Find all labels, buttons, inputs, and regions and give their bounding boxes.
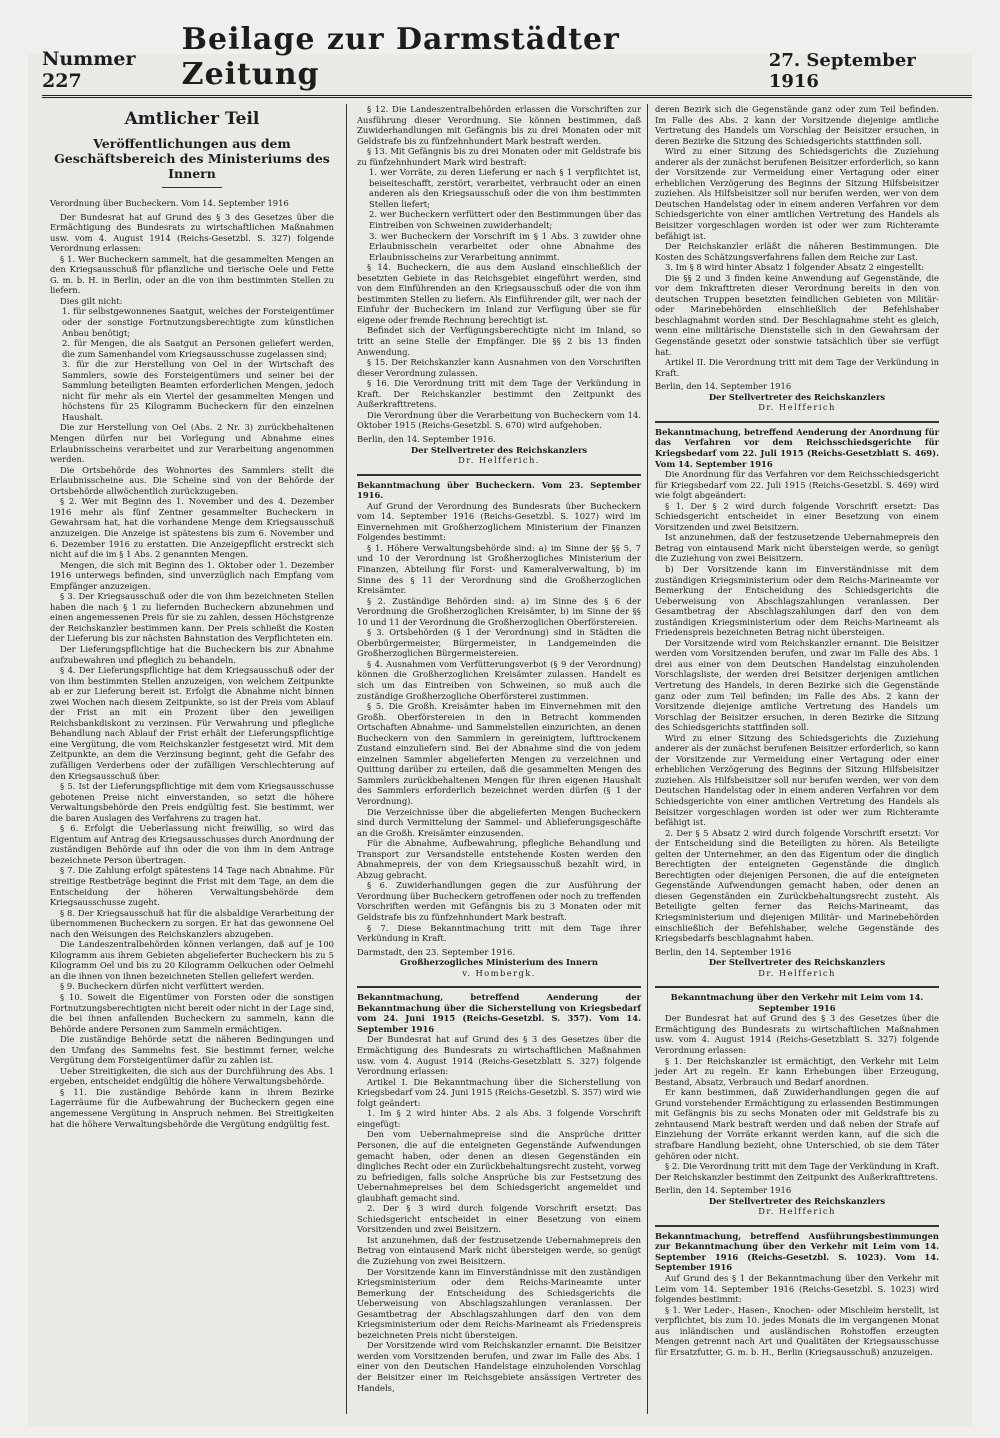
paragraph: § 11. Die zuständige Behörde kann in ihrem Bezirke Lagerräume für die Aufbewahrung der Bucheckern gegen eine angemessene Vergütung in Anspruch nehmen. Bei Streitigkeiten hat die höhere Verwaltungsbehörde die Vergütung endgültig fest. <box>50 1086 334 1129</box>
paragraph: § 4. Ausnahmen vom Verfütterungsverbot (§ 9 der Verordnung) können die Großherzoglichen Kreisämter zulassen. Handelt es sich um das Eintreiben von Schweinen, so muß auch die zuständige Großherzogliche Oberförsterei zustimmen. <box>357 658 641 701</box>
paragraph: Mengen, die sich mit Beginn des 1. Oktober oder 1. Dezember 1916 unterwegs befinden, sind unverzüglich nach Empfang vom Empfänger anzuzeigen. <box>50 559 334 591</box>
paragraph: Der Vorsitzende wird vom Reichskanzler ernannt. Die Beisitzer werden vom Vorsitzenden berufen, und zwar im Falle des Abs. 1 drei aus einer von dem Deutschen Handelstag einzuholenden Vorschlagsliste, der werden drei Beisitzer derjenigen amtlichen Vertretung des Handels, in deren Bezirke sich die Gegenstände ganz oder zum Teil befinden; im Falle des Abs. 2 kann der Vorsitzende diejenige amtliche Vertretung des Handels um Vorschlag der Beisitzer ersuchen, in deren Bezirke die Sitzung des Schiedsgerichts stattfinden soll. <box>655 637 939 733</box>
paragraph: Die zur Herstellung von Oel (Abs. 2 Nr. 3) zurückbehaltenen Mengen dürfen nur bei Vorlegung und Abnahme eines Erlaubnisscheins verarbeitet und zur Verarbeitung angenommen werden. <box>50 422 334 465</box>
signatory-title: Der Stellvertreter des Reichskanzlers <box>708 1195 886 1206</box>
paragraph: § 6. Zuwiderhandlungen gegen die zur Ausführung der Verordnung über Bucheckern getroffenen oder noch zu treffenden Vorschriften werden mit Gefängnis bis zu 3 Monaten oder mit Geldstrafe bis zu fünfzehnhundert Mark bestraft. <box>357 880 641 923</box>
column-2 <box>357 104 641 1393</box>
list-item: 3. für die zur Herstellung von Oel in der Wirtschaft des Sammlers, sowie des Forsteigentümers und seiner bei der Sammlung beteiligten Beamten erforderlichen Mengen, jedoch nicht für mehr als ein Viertel der gesammelten Mengen und höchstens für 25 Kilogramm Bucheckern für den einzelnen Haushalt. <box>62 359 334 422</box>
paragraph: Den vom Uebernahmepreise sind die Ansprüche dritter Personen, die auf die enteigneten Gegenstände Aufwendungen gemacht haben, oder denen an diesen Gegenständen ein dingliches Recht oder ein Zurückbehaltungsrecht zusteht, vorweg zu befriedigen, falls solche Ansprüche bis zur Festsetzung des Uebernahmepreises bei dem Schiedsgericht angemeldet und glaubhaft gemacht sind. <box>357 1129 641 1203</box>
paragraph: § 7. Die Zahlung erfolgt spätestens 14 Tage nach Abnahme. Für streitige Restbeträge beginnt die Frist mit dem Tage, an dem die Entscheidung der höheren Verwaltungsbehörde dem Kriegsausschusse zugeht. <box>50 865 334 908</box>
list-item: 2. für Mengen, die als Saatgut an Personen geliefert werden, die zum Samenhandel vom Kriegsausschusse zugelassen sind; <box>62 338 334 359</box>
paragraph: 1. Im § 2 wird hinter Abs. 2 als Abs. 3 folgende Vorschrift eingefügt: <box>357 1108 641 1129</box>
paragraph: § 1. Wer Leder-, Hasen-, Knochen- oder Mischleim herstellt, ist verpflichtet, bis zum 10. jedes Monats die im vergangenen Monat aus inländischen und ausländischen Rohstoffen erzeugten Mengen getrennt nach Art und Qualitäten der Kriegsausschusse für Ersatzfutter, G. m. b. H., Berlin (Kriegsausschuß) anzuzeigen. <box>655 1304 939 1357</box>
masthead <box>42 22 972 92</box>
paragraph: Auf Grund des § 1 der Bekanntmachung über den Verkehr mit Leim vom 14. September 1916 (Reichs-Gesetzbl. S. 1023) wird folgendes bestimmt: <box>655 1272 939 1305</box>
paragraph: § 12. Die Landeszentralbehörden erlassen die Vorschriften zur Ausführung dieser Verordnung. Sie können bestimmen, daß Zuwiderhandlungen mit Gefängnis bis zu drei Monaten oder mit Geldstrafe bis zu fünfzehnhundert Mark bestraft werden. <box>357 104 641 146</box>
paragraph: § 7. Diese Bekanntmachung tritt mit dem Tage ihrer Verkündung in Kraft. <box>357 922 641 944</box>
paragraph: § 6. Erfolgt die Ueberlassung nicht freiwillig, so wird das Eigentum auf Antrag des Kriegsausschusses durch Anordnung der zuständigen Behörde auf ihn oder die von ihm in dem Antrage bezeichnete Person übertragen. <box>50 823 334 865</box>
list-item: 1. für selbstgewonnenes Saatgut, welches der Forsteigentümer oder der sonstige Fortnutzungsberechtigte zum künstlichen Anbau benötigt; <box>62 306 334 338</box>
divider <box>162 187 222 188</box>
paragraph: 3. Im § 8 wird hinter Absatz 1 folgender Absatz 2 eingestellt: <box>665 262 925 273</box>
paragraph: 2. Der § 3 wird durch folgende Vorschrift ersetzt: Das Schiedsgericht entscheidet in einer Besetzung von einem Vorsitzenden und zwei Beisitzern. <box>357 1203 641 1235</box>
column-divider <box>346 104 347 1414</box>
notice-title: Bekanntmachung über Bucheckern. Vom 23. September 1916. <box>357 479 641 501</box>
paragraph: Die Ortsbehörde des Wohnortes des Sammlers stellt die Erlaubnisscheine aus. Die Scheine sind von der Behörde der Ortsbehörde allwöchentlich zurückzugeben. <box>50 464 334 496</box>
paragraph: Artikel II. Die Verordnung tritt mit dem Tage der Verkündung in Kraft. <box>655 357 939 378</box>
place-date: Darmstadt, den 23. September 1916. <box>357 946 515 957</box>
paragraph: Der Bundesrat hat auf Grund des § 3 des Gesetzes über die Ermächtigung des Bundesrats zu wirtschaftlichen Maßnahmen usw. vom 4. August 1914 (Reichs-Gesetzblatt S. 327) folgende Verordnung erlassen: <box>357 1034 641 1077</box>
paragraph: 2. Der § 5 Absatz 2 wird durch folgende Vorschrift ersetzt: Vor der Entscheidung sind die Beteiligten zu hören. Als Beteiligte gelten der Unternehmer, an den das Eigentum oder die dinglich Berechtigten der enteigneten Gegenstände die dinglich Berechtigten oder diejenigen Personen, die auf die enteigneten Gegenstände Aufwendungen gemacht haben, oder denen an diesen Gegenständen ein Zurückbehaltungsrecht zusteht. Als Beteiligte gelten ferner das Reichs-Marineamt, das Kriegsministerium und diejenigen Militär- und Marinebehörden einschließlich der Befehlshaber, welche Gegenstände des Kriegsbedarfs beschlagnahmt haben. <box>655 827 939 944</box>
paragraph: § 8. Der Kriegsausschuß hat für die alsbaldige Verarbeitung der übernommenen Bucheckern zu sorgen. Er hat das gewonnene Oel nach den Weisungen des Reichskanzlers abzugeben. <box>50 907 334 939</box>
divider <box>357 986 641 988</box>
paragraph: Der Reichskanzler erläßt die näheren Bestimmungen. Die Kosten des Schätzungsverfahrens fallen dem Reiche zur Last. <box>655 241 939 262</box>
paragraph: § 1. Der Reichskanzler ist ermächtigt, den Verkehr mit Leim jeder Art zu regeln. Er kann Erhebungen über Erzeugung, Bestand, Absatz, Verbrauch und Bedarf anordnen. <box>655 1055 939 1087</box>
place-date: Berlin, den 14. September 1916 <box>655 1185 792 1196</box>
masthead-rule <box>42 95 972 98</box>
signatory-title: Der Stellvertreter des Reichskanzlers <box>708 391 886 402</box>
paragraph: Die Verzeichnisse über die abgelieferten Mengen Bucheckern sind durch Vermittelung der Sammel- und Ablieferungsgeschäfte an die Großh. Kreisämter einzusenden. <box>357 806 641 838</box>
paragraph: Ist anzunehmen, daß der festzusetzende Uebernahmepreis den Betrag von eintausend Mark nicht übersteigen werde, so genügt die Zuziehung von zwei Beisitzern. <box>357 1234 641 1266</box>
paragraph: § 2. Wer mit Beginn des 1. November und des 4. Dezember 1916 mehr als fünf Zentner gesammelter Bucheckern in Gewahrsam hat, hat die vorhandene Menge dem Kriegsausschuß anzuzeigen. Die Anzeige ist spätestens bis zum 6. November und 6. Dezember 1916 zu erstatten. Die Anzeigepflicht erstreckt sich nicht auf die im § 1 Abs. 2 genannten Mengen. <box>50 496 334 560</box>
paragraph: Die zuständige Behörde setzt die näheren Bedingungen und den Umfang des Sammelns fest. Sie bestimmt ferner, welche Vergütung dem Forsteigentümer dafür zu zahlen ist. <box>50 1034 334 1066</box>
paragraph: Der Bundesrat hat auf Grund des § 3 des Gesetzes über die Ermächtigung des Bundesrats zu wirtschaftlichen Maßnahmen usw. vom 4. August 1914 (Reichs-Gesetzbl. S. 327) folgende Verordnung erlassen: <box>50 211 334 254</box>
paragraph: § 16. Die Verordnung tritt mit dem Tage der Verkündung in Kraft. Der Reichskanzler bestimmt den Zeitpunkt des Außerkrafttretens. <box>357 378 641 410</box>
paragraph: § 1. Der § 2 wird durch folgende Vorschrift ersetzt: Das Schiedsgericht entscheidet in einer Besetzung von einem Vorsitzenden und zwei Beisitzern. <box>655 500 939 532</box>
paragraph: § 2. Die Verordnung tritt mit dem Tage der Verkündung in Kraft. Der Reichskanzler bestimmt den Zeitpunkt des Außerkrafttretens. <box>655 1161 939 1182</box>
paragraph: § 13. Mit Gefängnis bis zu drei Monaten oder mit Geldstrafe bis zu fünfzehnhundert Mark wird bestraft: <box>357 146 641 167</box>
paragraph: § 9. Bucheckern dürfen nicht verfüttert werden. <box>60 981 265 992</box>
paragraph: b) Der Vorsitzende kann im Einverständnisse mit dem zuständigen Kriegsministerium oder dem Reichs-Marineamte vor Bemerkung der Entscheidung des Schiedsgerichts die Ueberweisung von Abschlagszahlungen veranlassen. Der Gesamtbetrag der Abschlagszahlungen darf den von dem zuständigen Kriegsministerium oder dem Reichs-Marineamt als Friedenspreis bezeichneten Betrag nicht übersteigen. <box>655 563 939 638</box>
notice-title: Bekanntmachung, betreffend Aenderung der Bekanntmachung über die Sicherstellung von Kriegsbedarf vom 24. Juni 1915 (Reichs-Gesetzbl. S. 357). Vom 14. September 1916 <box>357 992 641 1034</box>
paragraph: Die Verordnung über die Verarbeitung von Bucheckern vom 14. Oktober 1915 (Reichs-Gesetzbl. S. 670) wird aufgehoben. <box>357 409 641 431</box>
paragraph: deren Bezirk sich die Gegenstände ganz oder zum Teil befinden. Im Falle des Abs. 2 kann der Vorsitzende diejenige amtliche Vertretung des Handels um Vorschlag der Beisitzer ersuchen, in deren Bezirke die Sitzung des Schiedsgerichts stattfinden soll. <box>655 104 939 146</box>
paragraph: § 10. Soweit die Eigentümer von Forsten oder die sonstigen Fortnutzungsberechtigten nicht bereit oder nicht in der Lage sind, die bei ihnen anfallenden Bucheckern zu sammeln, kann die Behörde andere Personen zum Sammeln ermächtigen. <box>50 992 334 1034</box>
column-1 <box>50 104 334 1129</box>
paragraph: § 2. Zuständige Behörden sind: a) im Sinne des § 6 der Verordnung die Großherzoglichen Kreisämter, b) im Sinne der §§ 10 und 11 der Verordnung die Großherzoglichen Oberförstereien. <box>357 595 641 627</box>
paragraph: Der Vorsitzende kann im Einverständnisse mit den zuständigen Kriegsministerium oder dem Reichs-Marineamte unter Bemerkung der Entscheidung des Schiedsgerichts die Ueberweisung von Abschlagszahlungen veranlassen. Der Gesamtbetrag der Abschlagszahlungen darf den von dem Kriegsministerium oder dem Reichs-Marineamt als Friedenspreis bezeichneten Preis nicht übersteigen. <box>357 1266 641 1340</box>
paragraph: Wird zu einer Sitzung des Schiedsgerichts die Zuziehung anderer als der zunächst berufenen Beisitzer erforderlich, so kann der Vorsitzende zur Vermeidung einer Vertagung oder einer erheblichen Verzögerung des Beginns der Sitzung Hilfsbeisitzer zuziehen. Als Hilfsbeisitzer soll nur berufen werden, wer von dem Deutschen Handelstag oder in einem anderen Verfahren vor dem Schiedsgerichte von einer amtlichen Vertretung des Handels als Beisitzer vorgeschlagen worden ist oder wer zum Richteramte befähigt ist. <box>655 146 939 241</box>
divider <box>357 474 641 476</box>
paragraph: Wird zu einer Sitzung des Schiedsgerichts die Zuziehung anderer als der zunächst berufenen Beisitzer erforderlich, so kann der Vorsitzende zur Vermeidung einer Vertagung oder einer erheblichen Verzögerung des Beginns der Sitzung Hilfsbeisitzer zuziehen. Als Hilfsbeisitzer soll nur berufen werden, wer von dem Deutschen Handelstag oder in einem anderen Verfahren vor dem Schiedsgerichte von einer amtlichen Vertretung des Handels als Beisitzer vorgeschlagen worden ist oder wer zum Richteramte befähigt ist. <box>655 732 939 828</box>
paragraph: § 4. Der Lieferungspflichtige hat dem Kriegsausschuß oder der von ihm bestimmten Stellen anzuzeigen, von welchem Zeitpunkte ab er zur Lieferung bereit ist. Erfolgt die Abnahme nicht binnen zwei Wochen nach diesem Zeitpunkte, so ist der Preis vom Ablauf der Frist an mit ein Prozent über den jeweiligen Reichsbankdiskont zu verzinsen. Für Verwahrung und pflegliche Behandlung nach Ablauf der Frist erhält der Lieferungspflichtige eine Vergütung, die vom Reichskanzler festgesetzt wird. Mit dem Zeitpunkte, an dem die Verzinsung beginnt, geht die Gefahr des zufälligen Verderbens oder der zufälligen Verschlechterung auf den Kriegsausschuß über. <box>50 665 334 781</box>
paragraph: Befindet sich der Verfügungsberechtigte nicht im Inland, so tritt an seine Stelle der Empfänger. Die §§ 2 bis 13 finden Anwendung. <box>357 325 641 357</box>
signatory-title: Der Stellvertreter des Reichskanzlers <box>708 957 886 968</box>
paragraph: § 5. Die Großh. Kreisämter haben im Einvernehmen mit den Großh. Oberförstereien in den in Betracht kommenden Ortschaften Abnahme- und Sammelstellen einzurichten, an denen Bucheckern von den Sammlern in gereinigtem, lufttrockenem Zustand einzuliefern sind. Bei der Abnahme sind die von jedem einzelnen Sammler abgelieferten Mengen zu verzeichnen und Quittung darüber zu erteilen, daß die gesammelten Mengen des Sammlers zurückbehaltenen Mengen für ihren eigenen Haushalt des Sammlers erforderlich bezeichnet werden dürfen (§ 1 der Verordnung). <box>357 701 641 806</box>
section-subheading: Veröffentlichungen aus dem Geschäftsbereich des Ministeriums des Innern <box>54 136 330 181</box>
paragraph: Der Lieferungspflichtige hat die Bucheckern bis zur Abnahme aufzubewahren und pfleglich zu behandeln. <box>50 643 334 665</box>
newspaper-title: Beilage zur Darmstädter Zeitung <box>181 22 620 92</box>
paragraph: Auf Grund der Verordnung des Bundesrats über Bucheckern vom 14. September 1916 (Reichs-Gesetzbl. S. 1027) wird im Einvernehmen mit Großherzoglichem Ministerium der Finanzen Folgendes bestimmt: <box>357 500 641 543</box>
paragraph: § 5. Ist der Lieferungspflichtige mit dem vom Kriegsausschusse gebotenen Preise nicht einverstanden, so setzt die höhere Verwaltungsbehörde den Preis endgültig fest. Sie bestimmt, wer die baren Auslagen des Verfahrens zu tragen hat. <box>50 781 334 823</box>
divider <box>655 1225 939 1227</box>
list-item: 1. wer Vorräte, zu deren Lieferung er nach § 1 verpflichtet ist, beiseiteschafft, zerstört, verarbeitet, verbraucht oder an einen anderen als den Kriegsausschuß oder die von ihm bestimmten Stellen liefert; <box>369 167 641 209</box>
paragraph: § 15. Der Reichskanzler kann Ausnahmen von den Vorschriften dieser Verordnung zulassen. <box>357 357 641 378</box>
divider <box>655 986 939 988</box>
paragraph: § 3. Der Kriegsausschuß oder die von ihm bezeichneten Stellen haben die nach § 1 zu liefernden Bucheckern abzunehmen und einen angemessenen Preis für sie zu zahlen, dessen Höchstgrenze der Reichskanzler bestimmen kann. Der Preis schließt die Kosten der Lieferung bis zur nächsten Bahnstation des Verpflichteten ein. <box>50 591 334 644</box>
signatory-title: Der Stellvertreter des Reichskanzlers <box>410 444 588 455</box>
paragraph: Dies gilt nicht: <box>60 295 123 306</box>
paragraph: Für die Abnahme, Aufbewahrung, pflegliche Behandlung und Transport zur Versandstelle entstehende Kosten werden den Abnahmepreis, der von dem Kriegsausschuß bezahlt wird, in Abzug gebracht. <box>357 838 641 880</box>
issue-number: Nummer 227 <box>42 48 136 92</box>
signatory-name: v. Hombergk. <box>462 967 536 978</box>
signatory-title: Großherzogliches Ministerium des Innern <box>400 957 598 968</box>
paragraph: § 14. Bucheckern, die aus dem Ausland einschließlich der besetzten Gebiete in das Reichsgebiet eingeführt werden, sind von dem Einführenden an den Kriegsausschuß oder die von ihm bestimmten Stellen zu liefern. Als Einführender gilt, wer nach der Einfuhr der Bucheckern im Inland zur Verfügung über sie für eigene oder fremde Rechnung berechtigt ist. <box>357 262 641 325</box>
paragraph: Die Anordnung für das Verfahren vor dem Reichsschiedsgericht für Kriegsbedarf vom 22. Juli 1915 (Reichs-Gesetzbl. S. 469) wird wie folgt abgeändert: <box>655 469 939 501</box>
signatory-name: Dr. Helfferich. <box>458 455 540 466</box>
notice-title: Bekanntmachung über den Verkehr mit Leim vom 14. September 1916 <box>670 992 924 1013</box>
paragraph: Die Landeszentralbehörden können verlangen, daß auf je 100 Kilogramm aus ihrem Gebieten abgelieferter Bucheckern bis zu 5 Kilogramm Oel und bis zu 20 Kilogramm Oelkuchen oder Oelmehl an die ihnen von ihnen bezeichneten Stellen geliefert werden. <box>50 939 334 981</box>
list-item: 3. wer Bucheckern der Vorschrift im § 1 Abs. 3 zuwider ohne Erlaubnisschein verarbeitet oder ohne Abnahme des Erlaubnisscheins zur Verarbeitung annimmt. <box>369 230 641 262</box>
paragraph: Ist anzunehmen, daß der festzusetzende Uebernahmepreis den Betrag von eintausend Mark nicht übersteigen werde, so genügt die Zuziehung von zwei Beisitzern. <box>655 532 939 564</box>
list-item: 2. wer Bucheckern verfüttert oder den Bestimmungen über das Eintreiben von Schweinen zuwiderhandelt; <box>369 209 641 231</box>
notice-title: Bekanntmachung, betreffend Aenderung der Anordnung für das Verfahren vor dem Reichsschiedsgerichte für Kriegsbedarf vom 22. Juli 1915 (Reichs-Gesetzblatt S. 469). Vom 14. September 1916 <box>655 426 939 469</box>
paragraph: § 1. Höhere Verwaltungsbehörde sind: a) im Sinne der §§ 5, 7 und 10 der Verordnung ist Großherzogliches Ministerium der Finanzen, Abteilung für Forst- und Kameralverwaltung, b) im Sinne des § 11 der Verordnung sind die Großherzoglichen Kreisämter. <box>357 542 641 596</box>
paragraph: § 1. Wer Bucheckern sammelt, hat die gesammelten Mengen an den Kriegsausschuß für pflanzliche und tierische Oele und Fette G. m. b. H. in Berlin, oder an die von ihm bestimmten Stellen zu liefern. <box>50 253 334 296</box>
paragraph: § 3. Ortsbehörden (§ 1 der Verordnung) sind in Städten die Oberbürgermeister, Bürgermeister, in Landgemeinden die Großherzoglichen Bürgermeistereien. <box>357 627 641 659</box>
notice-title: Bekanntmachung, betreffend Ausführungsbestimmungen zur Bekanntmachung über den Verkehr mit Leim vom 14. September 1916 (Reichs-Gesetzbl. S. 1023). Vom 14. September 1916 <box>655 1230 939 1273</box>
column-3 <box>655 104 939 1357</box>
paragraph: Ueber Streitigkeiten, die sich aus der Durchführung des Abs. 1 ergeben, entscheidet endgültig die höhere Verwaltungsbehörde. <box>50 1065 334 1087</box>
paragraph: Artikel I. Die Bekanntmachung über die Sicherstellung von Kriegsbedarf vom 24. Juni 1915 (Reichs-Gesetzbl. S. 357) wird wie folgt geändert: <box>357 1076 641 1108</box>
paragraph: Die §§ 2 und 3 finden keine Anwendung auf Gegenstände, die vor dem Inkrafttreten dieser Verordnung bereits in den von deutschen Truppen besetzten feindlichen Gebieten von Militär- oder Marinebehörden einschließlich der Befehlshaber beschlagnahmt worden sind. Der Beschlagnahme steht es gleich, wenn eine militärische Dienststelle sich in den Gewahrsam der Gegenstände gesetzt oder sonstwie tatsächlich über sie verfügt hat. <box>655 272 939 357</box>
issue-date: 27. September 1916 <box>768 50 916 92</box>
paragraph: Er kann bestimmen, daß Zuwiderhandlungen gegen die auf Grund vorstehender Ermächtigung zu erlassenden Bestimmungen mit Gefängnis bis zu sechs Monaten oder mit Geldstrafe bis zu zehntausend Mark bestraft werden und daß neben der Strafe auf Einziehung der Vorräte erkannt werden kann, auf die sich die strafbare Handlung bezieht, ohne Unterschied, ob sie dem Täter gehören oder nicht. <box>655 1087 939 1161</box>
paragraph: Der Vorsitzende wird vom Reichskanzler ernannt. Die Beisitzer werden vom Vorsitzenden berufen, und zwar im Falle des Abs. 1 einer von den Deutschen Handelstage einzuholenden Vorschlag der Beisitzer einer im Reichsgebiete ansässigen Vertreter des Handels, <box>357 1340 641 1393</box>
place-date: Berlin, den 14. September 1916 <box>655 946 792 957</box>
signatory-name: Dr. Helfferich <box>758 402 836 413</box>
column-divider <box>647 104 648 1414</box>
place-date: Berlin, den 14. September 1916. <box>357 433 496 444</box>
place-date: Berlin, den 14. September 1916 <box>655 381 792 392</box>
section-heading: Amtlicher Teil <box>124 109 260 129</box>
paragraph: Der Bundesrat hat auf Grund des § 3 des Gesetzes über die Ermächtigung des Bundesrats zu wirtschaftlichen Maßnahmen usw. vom 4. August 1914 (Reichs-Gesetzblatt S. 327) folgende Verordnung erlassen: <box>655 1013 939 1056</box>
signatory-name: Dr. Helfferich <box>758 1206 836 1217</box>
divider <box>655 421 939 423</box>
notice-title: Verordnung über Bucheckern. Vom 14. September 1916 <box>50 198 289 208</box>
signatory-name: Dr. Helfferich <box>758 967 836 978</box>
